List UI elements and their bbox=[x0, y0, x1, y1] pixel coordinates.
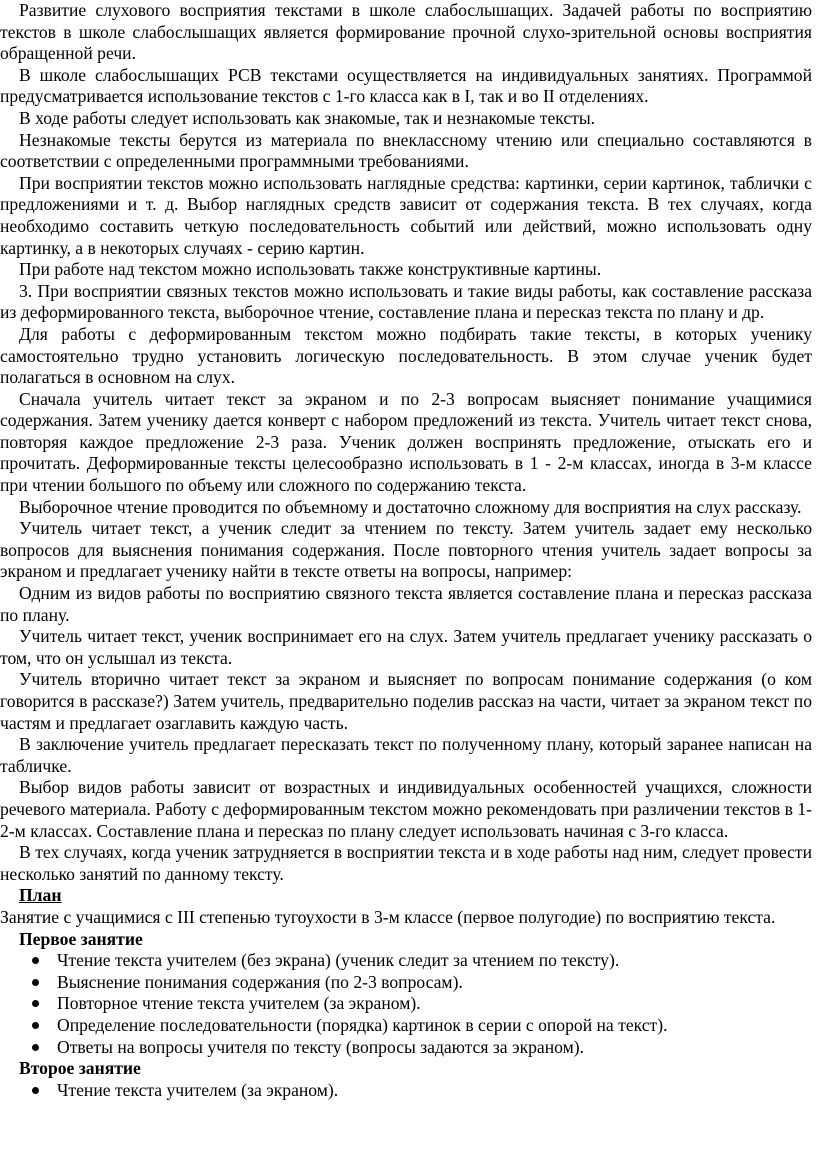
paragraph: Учитель читает текст, а ученик следит за чтением по тексту. Затем учитель задает ему несколько вопросов для выяснения понимания содержания. После повторного чтения учитель задает вопросы за экраном и предлагает ученику найти в тексте ответы на вопросы, например: bbox=[0, 518, 812, 582]
bullet-icon bbox=[32, 1000, 39, 1007]
list-item: Чтение текста учителем (за экраном). bbox=[57, 1080, 812, 1102]
second-lesson-title: Второе занятие bbox=[19, 1058, 141, 1079]
paragraph: Учитель вторично читает текст за экраном и выясняет по вопросам понимание содержания (о ком говорится в рассказе?) Затем учитель, предварительно поделив рассказ на части, читает за экраном текст по частям и предлагает озаглавить каждую часть. bbox=[0, 669, 812, 733]
paragraph: Для работы с деформированным текстом можно подбирать такие тексты, в которых ученику самостоятельно трудно установить логическую последовательность. В этом случае ученик будет полагаться в основном на слух. bbox=[0, 323, 812, 388]
paragraph: Выборочное чтение проводится по объемному и достаточно сложному для восприятия на слух рассказу. bbox=[19, 496, 802, 517]
paragraph: 3. При восприятии связных текстов можно использовать и такие виды работы, как составление рассказа из деформированного текста, выборочное чтение, составление плана и пересказ текста по плану и др. bbox=[0, 280, 812, 323]
list-item: Выяснение понимания содержания (по 2-3 вопросам). bbox=[57, 972, 812, 994]
second-lesson-list bbox=[0, 1080, 812, 1102]
paragraph: Незнакомые тексты берутся из материала по внеклассному чтению или специально составляются в соответствии с определенными программными требованиями. bbox=[0, 129, 812, 172]
list-item: Определение последовательности (порядка) картинок в серии с опорой на текст). bbox=[57, 1015, 812, 1037]
bullet-icon bbox=[32, 957, 39, 964]
paragraph: Выбор видов работы зависит от возрастных и индивидуальных особенностей учащихся, сложности речевого материала. Работу с деформированным текстом можно рекомендовать при различении текстов в 1-2-м классах. Составление плана и пересказ по плану следует использовать начиная с 3-го класса. bbox=[0, 777, 812, 841]
list-item: Чтение текста учителем (без экрана) (ученик следит за чтением по тексту). bbox=[57, 950, 812, 972]
plan-intro: Занятие с учащимися с III степенью тугоухости в 3-м классе (первое полугодие) по восприятию текста. bbox=[0, 906, 776, 927]
list-item: Повторное чтение текста учителем (за экраном). bbox=[57, 993, 812, 1015]
paragraph: При работе над текстом можно использовать также конструктивные картины. bbox=[19, 259, 602, 280]
first-lesson-title: Первое занятие bbox=[19, 928, 143, 949]
first-lesson-list bbox=[0, 950, 812, 1058]
bullet-icon bbox=[32, 979, 39, 986]
paragraph: В школе слабослышащих РСВ текстами осуществляется на индивидуальных занятиях. Программой предусматривается использование текстов с 1-го класса как в I, так и во II отделениях. bbox=[0, 64, 812, 107]
paragraph: В ходе работы следует использовать как знакомые, так и незнакомые тексты. bbox=[19, 107, 596, 128]
paragraph: Одним из видов работы по восприятию связного текста является составление плана и пересказ рассказа по плану. bbox=[0, 583, 812, 625]
paragraph: Развитие слухового восприятия текстами в школе слабослышащих. Задачей работы по восприятию текстов в школе слабослышащих является формирование прочной слухо-зрительной основы восприятия обращенной речи. bbox=[0, 0, 812, 64]
list-item: Ответы на вопросы учителя по тексту (вопросы задаются за экраном). bbox=[57, 1037, 812, 1059]
bullet-icon bbox=[32, 1022, 39, 1029]
paragraph: Сначала учитель читает текст за экраном и по 2-3 вопросам выясняет понимание учащимися содержания. Затем ученику дается конверт с набором предложений из текста. Учитель читает текст снова, повторяя каждое предложение 2-3 раза. Ученик должен воспринять предложение, отыскать его и прочитать. Деформированные тексты целесообразно использовать в 1 - 2-м классах, иногда в 3-м классе при чтении большого по объему или сложного по содержанию текста. bbox=[0, 388, 812, 496]
plan-heading: План bbox=[19, 885, 62, 906]
paragraph: В тех случаях, когда ученик затрудняется в восприятии текста и в ходе работы над ним, следует провести несколько занятий по данному тексту. bbox=[0, 842, 812, 884]
paragraph: В заключение учитель предлагает пересказать текст по полученному плану, который заранее написан на табличке. bbox=[0, 734, 812, 776]
paragraph: При восприятии текстов можно использовать наглядные средства: картинки, серии картинок, таблички с предложениями и т. д. Выбор наглядных средств зависит от содержания текста. В тех случаях, когда необходимо составить четкую последовательность событий или действий, можно использовать одну картинку, а в некоторых случаях - серию картин. bbox=[0, 172, 812, 258]
bullet-icon bbox=[32, 1044, 39, 1051]
paragraph: Учитель читает текст, ученик воспринимает его на слух. Затем учитель предлагает ученику рассказать о том, что он услышал из текста. bbox=[0, 626, 812, 668]
bullet-icon bbox=[32, 1087, 39, 1094]
